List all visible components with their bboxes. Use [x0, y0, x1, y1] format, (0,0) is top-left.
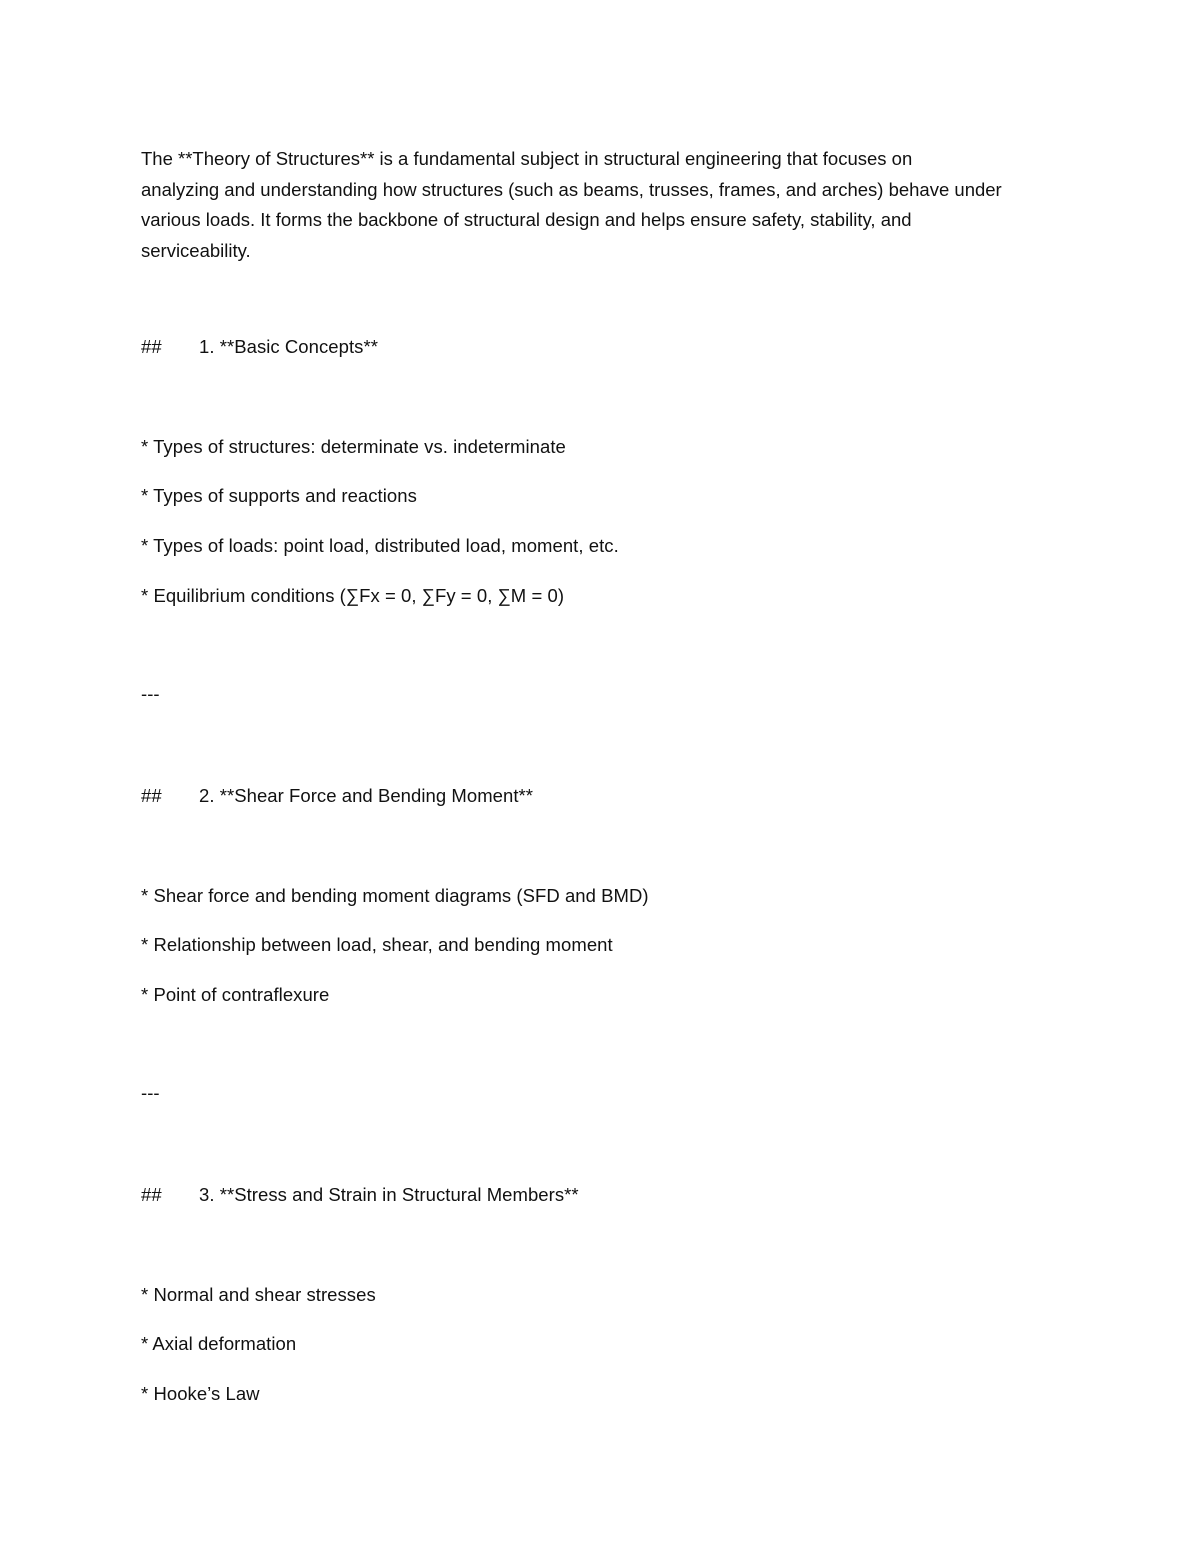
- intro-paragraph: [141, 144, 1071, 266]
- list-item: * Types of supports and reactions: [141, 485, 417, 506]
- heading-marker: ##: [141, 785, 162, 806]
- intro-line: The **Theory of Structures** is a fundamental subject in structural engineering that focuses on: [141, 148, 913, 169]
- section-title: 3. **Stress and Strain in Structural Members**: [199, 1184, 579, 1205]
- intro-line: serviceability.: [141, 239, 251, 261]
- divider: ---: [141, 683, 160, 704]
- list-item: * Equilibrium conditions (∑Fx = 0, ∑Fy = 0, ∑M = 0): [141, 585, 565, 606]
- list-item: * Point of contraflexure: [141, 984, 330, 1005]
- heading-marker: ##: [141, 336, 162, 357]
- section-title: 2. **Shear Force and Bending Moment**: [199, 785, 534, 806]
- list-item: * Shear force and bending moment diagrams (SFD and BMD): [141, 885, 649, 906]
- list-item: * Normal and shear stresses: [141, 1284, 376, 1305]
- list-item: * Types of loads: point load, distributed load, moment, etc.: [141, 535, 619, 556]
- list-item: * Hooke’s Law: [141, 1383, 260, 1404]
- list-item: * Axial deformation: [141, 1333, 297, 1354]
- section-title: 1. **Basic Concepts**: [199, 336, 378, 357]
- list-item: * Relationship between load, shear, and bending moment: [141, 934, 613, 955]
- section-heading-stress-strain: [141, 1185, 579, 1205]
- intro-line: various loads. It forms the backbone of structural design and helps ensure safety, stability, and: [141, 209, 912, 230]
- divider: ---: [141, 1082, 160, 1103]
- intro-line: analyzing and understanding how structures (such as beams, trusses, frames, and arches) behave under: [141, 178, 1002, 200]
- heading-marker: ##: [141, 1184, 162, 1205]
- section-heading-shear-force: [141, 786, 533, 806]
- list-item: * Types of structures: determinate vs. indeterminate: [141, 436, 566, 457]
- section-heading-basic-concepts: [141, 337, 378, 357]
